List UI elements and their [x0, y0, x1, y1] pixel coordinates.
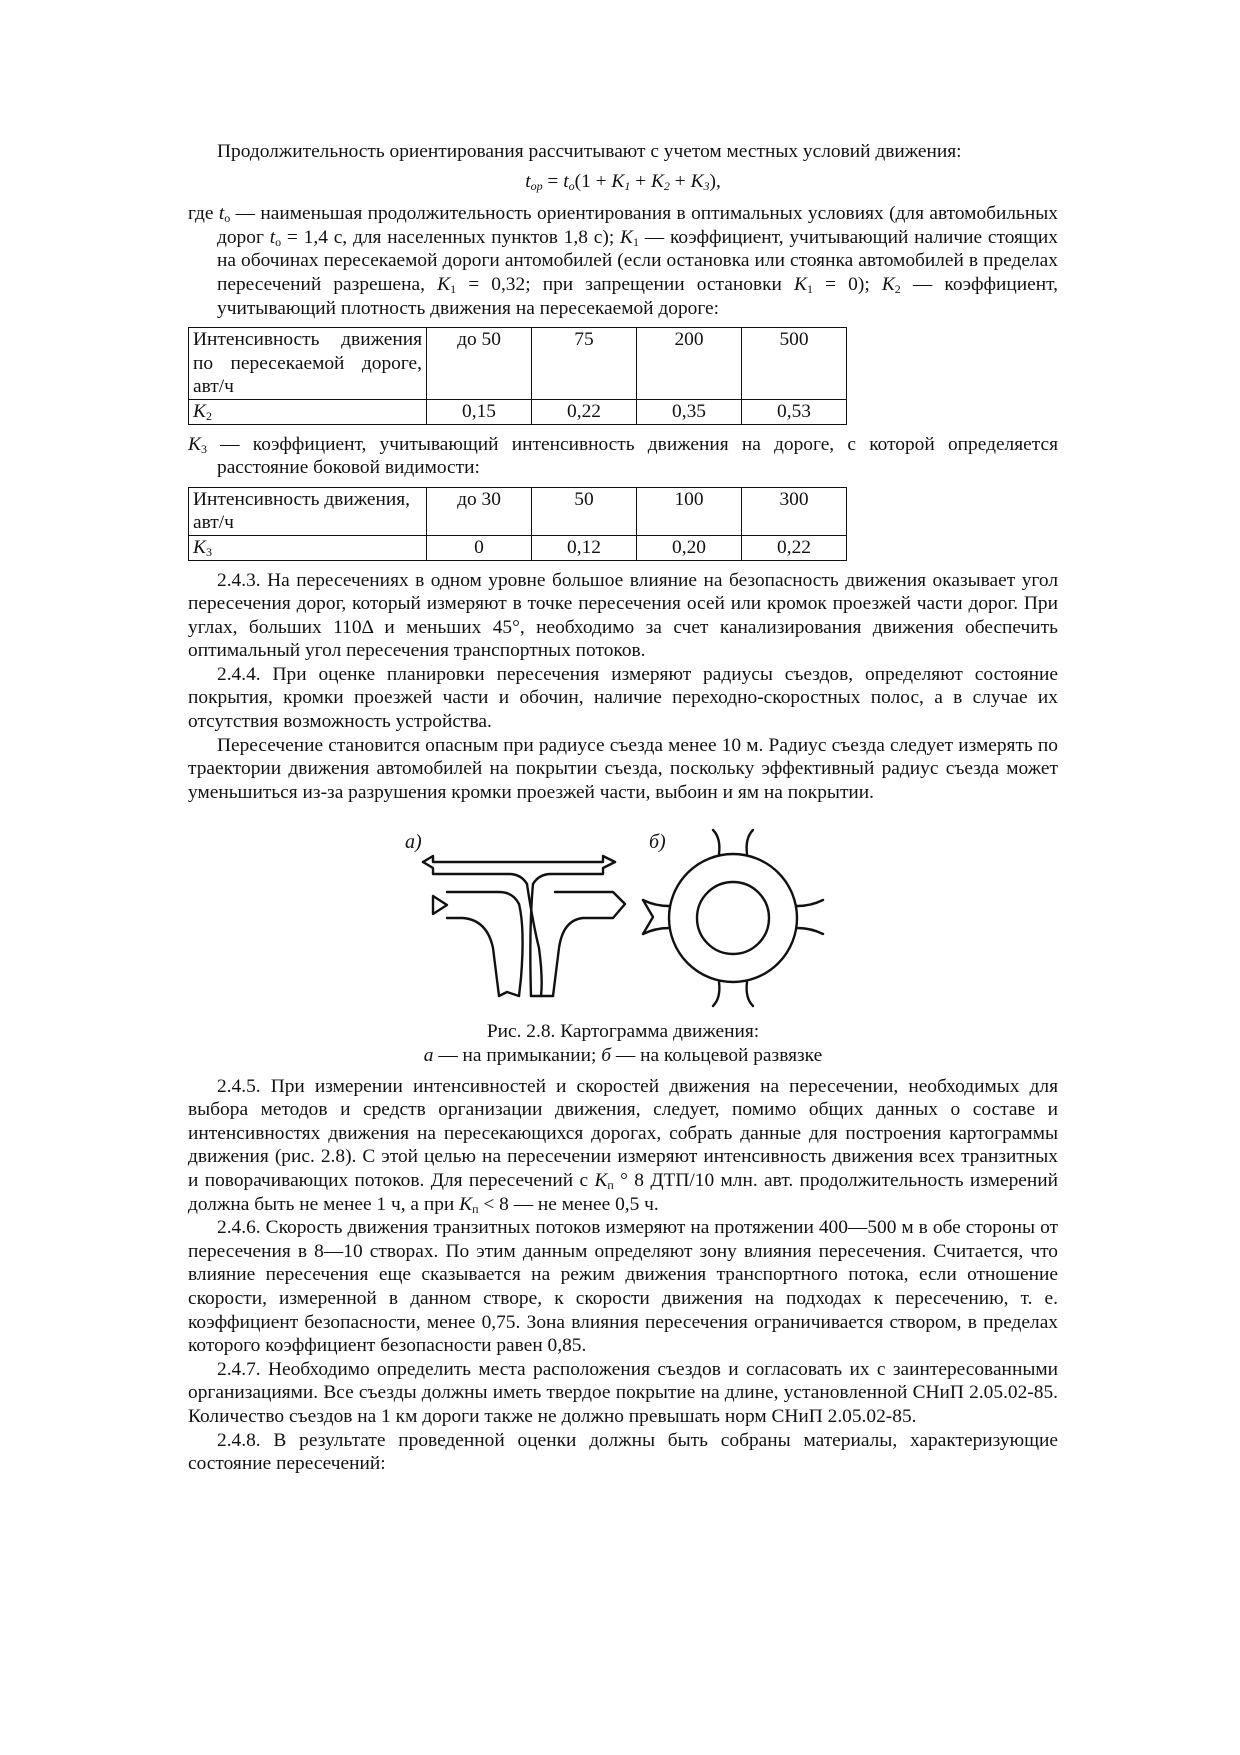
formula-t0-sub: о [568, 178, 575, 193]
paragraph-radius: Пересечение становится опасным при радиусе съезда менее 10 м. Радиус съезда следует измерять по траектории движения автомобилей на покрытии съезда, поскольку эффективный радиус съезда может уменьшиться из-за разрушения кромки проезжей части, выбоин и ям на покрытии. [188, 734, 1058, 803]
where-k2-sub: 2 [894, 281, 901, 296]
p245-k: K [594, 1170, 608, 1191]
formula-eq: = [542, 170, 564, 192]
k3-text: — коэффициент, учитывающий интенсивность движения на дороге, с которой определяется расстояние боковой видимости: [206, 433, 1058, 479]
where-t-sub: о [224, 211, 231, 226]
caption-a: а [423, 1045, 434, 1067]
where-text-5: = 0,32; при запрещении остановки [456, 273, 795, 295]
where-k1: K [620, 226, 633, 248]
k3-table-coeff: 0,12 [532, 535, 637, 560]
junction-diagram [423, 856, 625, 996]
figure-caption-title: Рис. 2.8. Картограмма движения: [486, 1021, 760, 1043]
k3-table-value: 50 [532, 487, 637, 535]
table-row [189, 487, 847, 535]
k3-table-coeff: 0,20 [637, 535, 742, 560]
k2-table-value: 200 [637, 328, 742, 400]
table-row [189, 399, 847, 424]
where-k1c: K [794, 273, 807, 295]
where-k1b-sub: 1 [450, 281, 457, 296]
where-t2: t [269, 226, 276, 248]
where-text-7: — коэффициент, учитывающий плотность движения на пересекаемой дороге: [217, 273, 1058, 319]
formula-plus1: + [630, 170, 651, 192]
where-k1c-sub: 1 [806, 281, 813, 296]
k2-table [188, 327, 847, 424]
where-k1b: K [437, 273, 451, 295]
figure-label-a: а) [405, 831, 422, 854]
k2-row-label [189, 399, 427, 424]
paragraph-2-4-3: 2.4.3. На пересечениях в одном уровне большое влияние на безопасность движения оказывает угол пересечения дорог, который измеряют в точке пересечения осей или кромок проезжей части дорог. При углах, больших 110Δ и меньших 45°, необходимо за счет канализирования движения обеспечить оптимальный угол пересечения транспортных потоков. [188, 569, 1058, 662]
k3-table-coeff: 0,22 [742, 535, 847, 560]
intro-paragraph: Продолжительность ориентирования рассчитывают с учетом местных условий движения: [217, 141, 962, 162]
k3-table-value: 300 [742, 487, 847, 535]
where-k1-sub: 1 [632, 234, 639, 249]
formula-close: ), [709, 170, 721, 192]
k3-symbol: K [188, 433, 201, 455]
p245-k-sub: п [607, 1178, 614, 1192]
formula-k3-sub: 3 [703, 178, 710, 193]
k2-table-coeff: 0,35 [637, 399, 742, 424]
figure-label-b: б) [649, 831, 666, 854]
where-t2-sub: о [275, 234, 282, 249]
where-text-3: = 1,4 с, для населенных пунктов 1,8 с); [281, 226, 621, 248]
paragraph-2-4-4: 2.4.4. При оценке планировки пересечения измеряют радиусы съездов, определяют состояние покрытия, кромки проезжей части и обочин, наличие переходно-скоростных полос, а в случае их отсутствия возможность устройства. [188, 663, 1058, 733]
k3-paragraph [188, 433, 1058, 480]
table-row [189, 535, 847, 560]
p245-text-b: ° 8 ДТП/10 млн. авт. продолжительность измерений должна быть не менее 1 ч, а при [188, 1170, 1059, 1215]
k3-table [188, 487, 847, 561]
paragraph-2-4-6: 2.4.6. Скорость движения транзитных потоков измеряют на протяжении 400—500 м в обе стороны от пересечения в 8—10 створах. По этим данным определяют зону влияния пересечения. Считается, что влияние пересечения еще сказывается на режим движения транспортного потока, если отношение скорости, измеренной в данном створе, к скорости движения на подходах к пересечению, т. е. коэффициент безопасности, менее 0,75. Зона влияния пересечения ограничивается створом, в пределах которого коэффициент безопасности равен 0,85. [188, 1217, 1058, 1357]
k2-table-header: Интенсивность движения по пересекаемой дороге, авт/ч [189, 328, 427, 400]
formula-k1: K [611, 170, 625, 192]
where-text-2: — наименьшая продолжительность ориентирования в оптимальных условиях (для автомобильных дорог [217, 203, 1058, 248]
where-text-4: — коэффициент, учитывающий наличие стоящих на обочинах пересекаемой дороги антомобилей (если остановка или стоянка автомобилей в пределах пересечений разрешена, [217, 226, 1058, 295]
caption-mid: — на примыкании; [433, 1045, 602, 1067]
k2-label-symbol: K [193, 400, 206, 422]
figure-caption-legend [188, 1044, 1058, 1068]
p245-k2: K [459, 1193, 473, 1215]
formula-t-sub: ор [530, 178, 543, 193]
k2-table-value: 500 [742, 328, 847, 400]
p245-text-c: < 8 — не менее 0,5 ч. [478, 1193, 659, 1215]
table-row [189, 328, 847, 400]
formula-k2-sub: 2 [663, 178, 670, 193]
p245-text-a: 2.4.5. При измерении интенсивностей и скоростей движения на пересечении, необходимых для выбора методов и средств организации движения, следует, помимо общих данных о составе и интенсивностях движения на пересекающихся дорогах, собрать данные для построения картограммы движения (рис. 2.8). С этой целью на пересечении измеряют интенсивность движения всех транзитных и поворачивающих потоков. Для пересечений с [188, 1075, 1058, 1191]
where-t: t [218, 203, 225, 225]
k2-table-coeff: 0,15 [427, 399, 532, 424]
formula-open: (1 + [574, 170, 612, 192]
roundabout-diagram [643, 830, 823, 1006]
formula-plus2: + [669, 170, 691, 192]
caption-end: — на кольцевой развязке [611, 1045, 823, 1067]
k3-label-sub: 3 [205, 544, 212, 559]
k3-table-value: до 30 [427, 487, 532, 535]
paragraph-2-4-5 [188, 1075, 1058, 1217]
caption-b: б [601, 1045, 611, 1067]
where-text-1: где [188, 203, 219, 225]
k3-label-symbol: K [193, 536, 206, 558]
orientation-formula [188, 170, 1058, 194]
p245-k2-sub: п [472, 1201, 479, 1216]
k2-label-sub: 2 [205, 408, 212, 423]
formula-k2: K [650, 170, 664, 192]
k3-table-coeff: 0 [427, 535, 532, 560]
k3-sub: 3 [200, 441, 207, 456]
document-page [188, 140, 1058, 1476]
formula-k1-sub: 1 [624, 178, 631, 193]
paragraph-2-4-7: 2.4.7. Необходимо определить места расположения съездов и согласовать их с заинтересованными организациями. Все съезды должны иметь твердое покрытие на длине, установленной СНиП 2.05.02-85. Количество съездов на 1 км дороги также не должно превышать норм СНиП 2.05.02-85. [188, 1358, 1058, 1427]
where-text-6: = 0); [812, 273, 882, 295]
k3-table-value: 100 [637, 487, 742, 535]
traffic-cartogram-figure [403, 828, 843, 1008]
formula-k3: K [690, 170, 704, 192]
paragraph-2-4-8: 2.4.8. В результате проведенной оценки должны быть собраны материалы, характеризующие состояние пересечений: [188, 1429, 1058, 1475]
formula-t0: t [563, 170, 569, 192]
k2-table-value: 75 [532, 328, 637, 400]
k2-table-value: до 50 [427, 328, 532, 400]
k2-table-coeff: 0,22 [532, 399, 637, 424]
where-k2: K [881, 273, 895, 295]
where-paragraph [188, 202, 1058, 320]
k3-table-header: Интенсивность движения, авт/ч [189, 487, 427, 535]
formula-t: t [525, 170, 531, 192]
k3-row-label [189, 535, 427, 560]
k2-table-coeff: 0,53 [742, 399, 847, 424]
